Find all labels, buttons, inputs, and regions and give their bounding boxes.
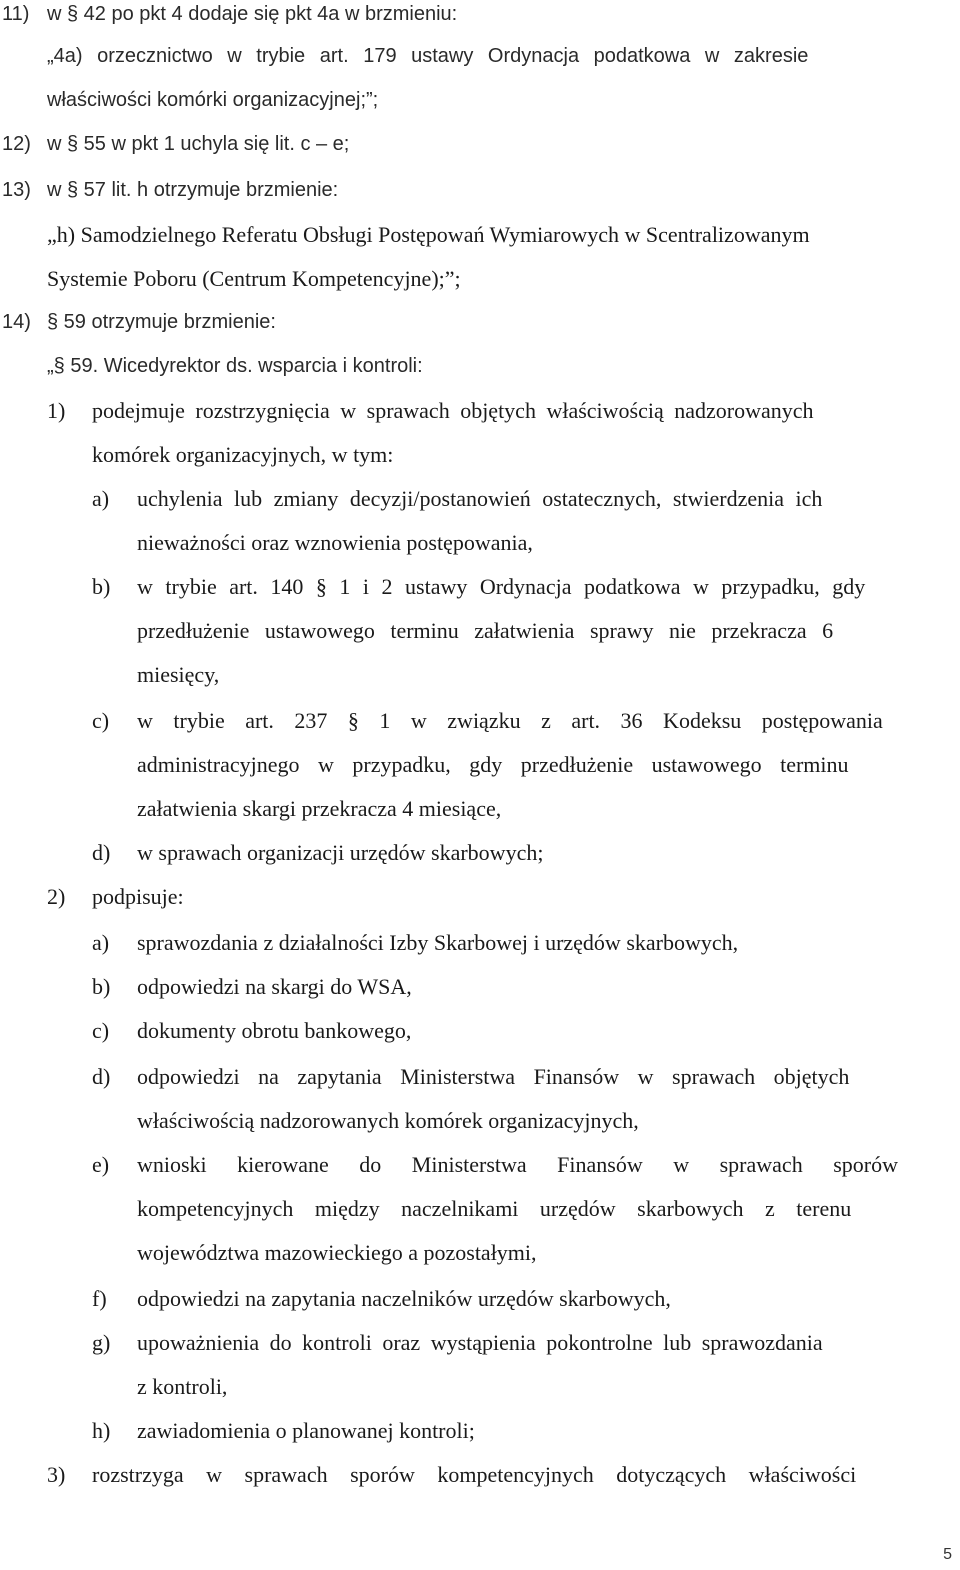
list-number: 3) xyxy=(47,1462,66,1487)
list-text: w § 55 w pkt 1 uchyla się lit. c – e; xyxy=(47,133,350,155)
list-number: 11) xyxy=(2,3,30,25)
list-text: właściwością nadzorowanych komórek organizacyjnych, xyxy=(137,1108,639,1133)
list-number: b) xyxy=(92,574,111,599)
list-text: sprawozdania z działalności Izby Skarbowej i urzędów skarbowych, xyxy=(137,930,739,955)
list-text: § 59 otrzymuje brzmienie: xyxy=(47,311,276,333)
list-text: przedłużenie ustawowego terminu załatwienia sprawy nie przekracza 6 xyxy=(137,618,834,643)
list-number: c) xyxy=(92,708,110,733)
list-text: w § 57 lit. h otrzymuje brzmienie: xyxy=(47,179,339,201)
list-number: 2) xyxy=(47,884,66,909)
list-text: odpowiedzi na zapytania naczelników urzędów skarbowych, xyxy=(137,1286,671,1311)
list-text: rozstrzyga w sprawach sporów kompetencyjnych dotyczących właściwości xyxy=(92,1462,857,1487)
list-text: wnioski kierowane do Ministerstwa Finansów w sprawach sporów xyxy=(137,1152,898,1177)
list-text: komórek organizacyjnych, w tym: xyxy=(92,442,394,467)
list-number: d) xyxy=(92,840,111,865)
list-text: podejmuje rozstrzygnięcia w sprawach objętych właściwością nadzorowanych xyxy=(92,398,814,423)
list-number: 1) xyxy=(47,398,66,423)
list-text: nieważności oraz wznowienia postępowania, xyxy=(137,530,533,555)
list-number: h) xyxy=(92,1418,111,1443)
list-text: zawiadomienia o planowanej kontroli; xyxy=(137,1418,475,1443)
list-number: d) xyxy=(92,1064,111,1089)
list-text: w § 42 po pkt 4 dodaje się pkt 4a w brzmieniu: xyxy=(47,3,458,25)
list-text: „§ 59. Wicedyrektor ds. wsparcia i kontroli: xyxy=(47,355,423,377)
list-text: w sprawach organizacji urzędów skarbowych; xyxy=(137,840,544,865)
list-number: e) xyxy=(92,1152,110,1177)
list-text: załatwienia skargi przekracza 4 miesiące, xyxy=(137,796,502,821)
list-number: f) xyxy=(92,1286,107,1311)
page-number: 5 xyxy=(943,1546,952,1563)
list-text: z kontroli, xyxy=(137,1374,228,1399)
list-text: właściwości komórki organizacyjnej;”; xyxy=(47,89,379,111)
list-text: podpisuje: xyxy=(92,884,184,909)
list-number: g) xyxy=(92,1330,111,1355)
list-text: w trybie art. 140 § 1 i 2 ustawy Ordynacja podatkowa w przypadku, gdy xyxy=(137,574,866,599)
list-text: województwa mazowieckiego a pozostałymi, xyxy=(137,1240,537,1265)
list-number: a) xyxy=(92,930,110,955)
list-text: dokumenty obrotu bankowego, xyxy=(137,1018,412,1043)
list-number: c) xyxy=(92,1018,110,1043)
list-number: 14) xyxy=(2,311,31,333)
list-text: w trybie art. 237 § 1 w związku z art. 36 Kodeksu postępowania xyxy=(137,708,883,733)
list-text: miesięcy, xyxy=(137,662,220,687)
list-text: odpowiedzi na zapytania Ministerstwa Finansów w sprawach objętych xyxy=(137,1064,850,1089)
list-text: „4a) orzecznictwo w trybie art. 179 ustawy Ordynacja podatkowa w zakresie xyxy=(47,45,809,67)
list-number: b) xyxy=(92,974,111,999)
list-text: „h) Samodzielnego Referatu Obsługi Postępowań Wymiarowych w Scentralizowanym xyxy=(47,222,810,247)
list-number: 12) xyxy=(2,133,31,155)
list-text: kompetencyjnych między naczelnikami urzędów skarbowych z terenu xyxy=(137,1196,852,1221)
list-text: odpowiedzi na skargi do WSA, xyxy=(137,974,412,999)
list-text: Systemie Poboru (Centrum Kompetencyjne);”; xyxy=(47,266,461,291)
list-text: upoważnienia do kontroli oraz wystąpienia pokontrolne lub sprawozdania xyxy=(137,1330,823,1355)
list-text: administracyjnego w przypadku, gdy przedłużenie ustawowego terminu xyxy=(137,752,849,777)
list-text: uchylenia lub zmiany decyzji/postanowień ostatecznych, stwierdzenia ich xyxy=(137,486,823,511)
list-number: a) xyxy=(92,486,110,511)
list-number: 13) xyxy=(2,179,31,201)
